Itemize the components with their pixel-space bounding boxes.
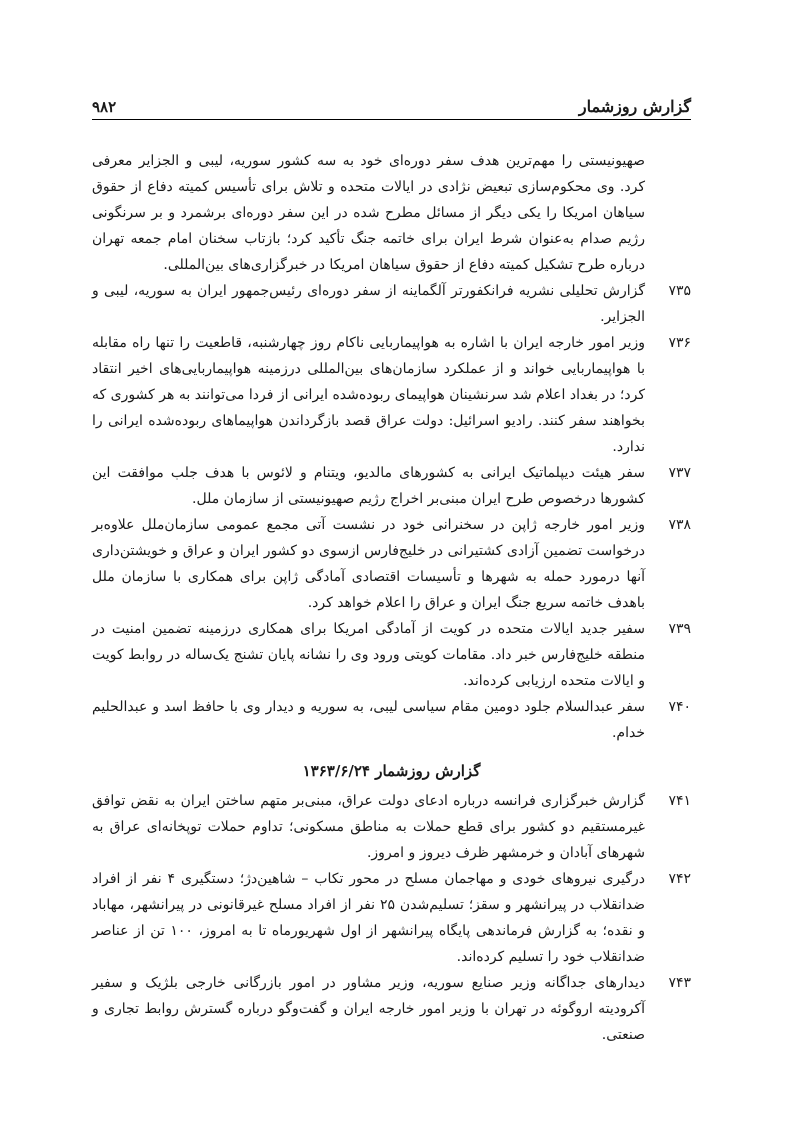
body-text xyxy=(92,148,691,1048)
section-title: گزارش روزشمار ۱۳۶۳/۶/۲۴ xyxy=(302,762,481,780)
page-number: ۹۸۲ xyxy=(92,98,117,116)
entry-737 xyxy=(92,460,691,512)
entry-number: ۷۴۲ xyxy=(668,871,691,887)
entry-number: ۷۳۸ xyxy=(668,517,691,533)
entry-text: گزارش خبرگزاری فرانسه درباره ادعای دولت عراق، مبنی‌بر متهم ساختن ایران به نقض توافق غیرمستقیم دو کشور برای قطع حملات به مناطق مسکونی؛ تداوم حملات توپخانه‌ای عراق به شهرهای آبادان و خرمشهر ظرف دیروز و امروز. xyxy=(92,793,645,861)
entry-742 xyxy=(92,866,691,970)
entry-text: گزارش تحلیلی نشریه فرانکفورتر آلگماینه از سفر دوره‌ای رئیس‌جمهور ایران به سوریه، لیبی و الجزایر. xyxy=(92,283,645,325)
intro-paragraph: صهیونیستی را مهم‌ترین هدف سفر دوره‌ای خود به سه کشور سوریه، لیبی و الجزایر معرفی کرد. وی محکوم‌سازی تبعیض نژادی در ایالات متحده و تلاش برای تأسیس کمیته دفاع از حقوق سیاهان امریکا را یکی دیگر از مسائل مطرح شده در این سفر دوره‌ای برشمرد و بر سرنگونی رژیم صدام به‌عنوان شرط ایران برای خاتمه جنگ تأکید کرد؛ بازتاب سخنان امام جمعه تهران درباره طرح تشکیل کمیته دفاع از حقوق سیاهان امریکا در خبرگزاری‌های بین‌المللی. xyxy=(92,153,645,273)
entry-number: ۷۴۱ xyxy=(668,793,691,809)
entry-739 xyxy=(92,616,691,694)
entry-number: ۷۳۵ xyxy=(668,283,691,299)
entry-text: وزیر امور خارجه ژاپن در سخنرانی خود در نشست آتی مجمع عمومی سازمان‌ملل علاوه‌بر درخواست تضمین آزادی کشتیرانی در خلیج‌فارس ازسوی دو کشور ایران و عراق و خویشتن‌داری آنها درمورد حمله به شهرها و تأسیسات اقتصادی آمادگی ژاپن برای همکاری با سازمان ملل باهدف خاتمه سریع جنگ ایران و عراق را اعلام خواهد کرد. xyxy=(92,517,645,611)
entry-number: ۷۴۰ xyxy=(668,699,691,715)
entry-738 xyxy=(92,512,691,616)
entry-text: سفر هیئت دیپلماتیک ایرانی به کشورهای مالدیو، ویتنام و لائوس با هدف جلب موافقت این کشورها درخصوص طرح ایران مبنی‌بر اخراج رژیم صهیونیستی از سازمان ملل. xyxy=(92,465,645,507)
page-header xyxy=(92,92,691,116)
running-title: گزارش روزشمار xyxy=(578,97,691,116)
entry-735 xyxy=(92,278,691,330)
entry-741 xyxy=(92,788,691,866)
entry-number: ۷۴۳ xyxy=(668,975,691,991)
header-rule xyxy=(92,119,691,120)
entry-text: سفر عبدالسلام جلود دومین مقام سیاسی لیبی، به سوریه و دیدار وی با حافظ اسد و عبدالحلیم خدام. xyxy=(92,699,645,741)
entry-number: ۷۳۹ xyxy=(668,621,691,637)
entry-text: سفیر جدید ایالات متحده در کویت از آمادگی امریکا برای همکاری درزمینه تضمین امنیت در منطقه خلیج‌فارس خبر داد. مقامات کویتی ورود وی را نشانه پایان تشنج یک‌ساله در روابط کویت و ایالات متحده ارزیابی کرده‌اند. xyxy=(92,621,645,689)
entry-number: ۷۳۶ xyxy=(668,335,691,351)
entry-text: درگیری نیروهای خودی و مهاجمان مسلح در محور تکاب – شاهین‌دژ؛ دستگیری ۴ نفر از افراد ضدانقلاب در پیرانشهر و سقز؛ تسلیم‌شدن ۲۵ نفر از افراد مسلح غیرقانونی در پیرانشهر، مهاباد و نقده؛ به گزارش فرماندهی پایگاه پیرانشهر از اول شهریورماه تا به امروز، ۱۰۰ تن از عناصر ضدانقلاب خود را تسلیم کرده‌اند. xyxy=(92,871,646,965)
entry-text: وزیر امور خارجه ایران با اشاره به هواپیماربایی ناکام روز چهارشنبه، قاطعیت را تنها راه مقابله با هواپیماربایی خواند و از عملکرد سازمان‌های بین‌المللی درزمینه هواپیماربایی‌های اخیر انتقاد کرد؛ در بغداد اعلام شد سرنشینان هواپیمای ربوده‌شده ایرانی از فردا می‌توانند به هر کشوری که بخواهند سفر کنند. رادیو اسرائیل: دولت عراق قصد بازگرداندن هواپیماهای ربوده‌شده ایرانی را ندارد. xyxy=(92,335,645,455)
entry-736 xyxy=(92,330,691,460)
entry-text: دیدارهای جداگانه وزیر صنایع سوریه، وزیر مشاور در امور بازرگانی خارجی بلژیک و سفیر آکرودیته اروگوئه در تهران با وزیر امور خارجه ایران و گفت‌وگو درباره گسترش روابط تجاری و صنعتی. xyxy=(92,975,645,1043)
entry-number: ۷۳۷ xyxy=(668,465,691,481)
entry-743 xyxy=(92,970,691,1048)
entry-740 xyxy=(92,694,691,746)
